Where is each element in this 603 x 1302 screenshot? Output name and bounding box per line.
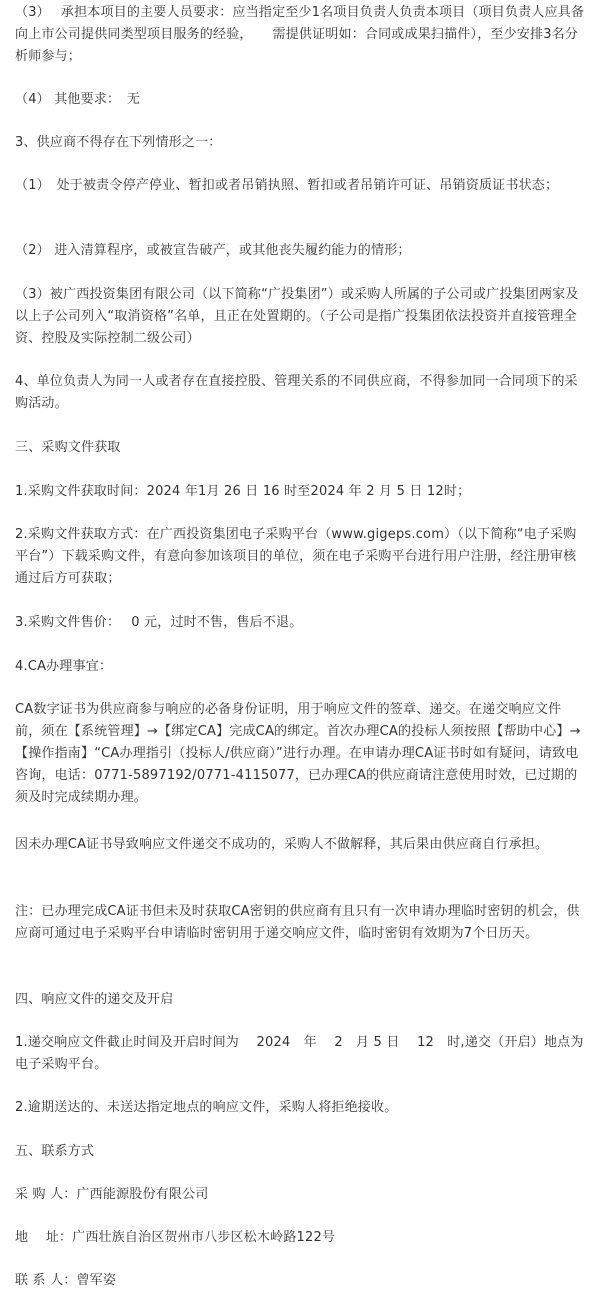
contact-address: 地 址：广西壮族自治区贺州市八步区松木岭路122号 [15,1230,336,1245]
paragraph-other-requirements: （4） 其他要求： 无 [15,92,141,107]
paragraph-exclusion-3: （3）被广西投资集团有限公司（以下简称“广投集团”）或采购人所属的子公司或广投集团两家及以上子公司列入“取消资格”名单，且正在处置期的。（子公司是指广投集团依法投资并直接管理全资、控股及实际控制二级公司） [15,287,579,346]
paragraph-ca-note: 注：已办理完成CA证书但未及时获取CA密钥的供应商有且只有一次申请办理临时密钥的机会，供应商可通过电子采购平台申请临时密钥用于递交响应文件，临时密钥有效期为7个日历天。 [15,904,580,941]
paragraph-late-rejection: 2.逾期送达的、未送达指定地点的响应文件，采购人将拒绝接收。 [15,1100,398,1115]
section-heading-acquisition: 三、采购文件获取 [15,440,121,455]
paragraph-ca-failure: 因未办理CA证书导致响应文件递交不成功的，采购人不做解释，其后果由供应商自行承担。 [15,837,549,852]
paragraph-same-responsible: 4、单位负责人为同一人或者存在直接控股、管理关系的不同供应商，不得参加同一合同项下的采购活动。 [15,374,578,411]
paragraph-exclusion-2: （2） 进入清算程序，或被宣告破产，或其他丧失履约能力的情形； [15,243,411,258]
paragraph-exclusion-1: （1） 处于被责令停产停业、暂扣或者吊销执照、暂扣或者吊销许可证、吊销资质证书状态； [15,178,559,193]
paragraph-ca-certificate: CA数字证书为供应商参与响应的必备身份证明，用于响应文件的签章、递交。在递交响应文件前，须在【系统管理】→【绑定CA】完成CA的绑定。首次办理CA的投标人须按照【帮助中心】→【操作指南】“CA办理指引（投标人/供应商）”进行办理。在申请办理CA证书时如有疑问，请致电咨询，电话：0771-5897192/0771-4115077，已办理CA的供应商请注意使用时效，已过期的须及时完成续期办理。 [15,702,581,805]
section-heading-contact: 五、联系方式 [15,1144,95,1159]
paragraph-exclusion-heading: 3、供应商不得存在下列情形之一： [15,135,222,150]
paragraph-staff-requirements: （3） 承担本项目的主要人员要求：应当指定至少1名项目负责人负责本项目（项目负责人应具备向上市公司提供同类型项目服务的经验， 需提供证明如：合同或成果扫描件），至少安排3名分析师参与； [15,5,585,64]
paragraph-acquisition-method: 2.采购文件获取方式：在广西投资集团电子采购平台（www.gigeps.com）（以下简称“电子采购平台”）下载采购文件，有意向参加该项目的单位，须在电子采购平台进行用户注册，经注册审核通过后方可获取； [15,527,577,586]
paragraph-acquisition-time: 1.采购文件获取时间：2024 年1月 26 日 16 时至2024 年 2 月 5 日 12时； [15,484,471,499]
paragraph-price: 3.采购文件售价： 0 元，过时不售，售后不退。 [15,615,303,630]
contact-purchaser: 采 购 人：广西能源股份有限公司 [15,1187,209,1202]
section-heading-submission: 四、响应文件的递交及开启 [15,992,174,1007]
paragraph-submission-deadline: 1.递交响应文件截止时间及开启时间为 2024 年 2 月 5 日 12 时,递交（开启）地点为电子采购平台。 [15,1035,584,1072]
contact-person: 联 系 人：曾军姿 [15,1273,117,1288]
paragraph-ca-heading: 4.CA办理事宜： [15,659,113,674]
